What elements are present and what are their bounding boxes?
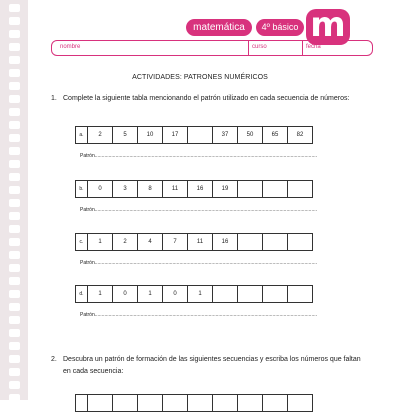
spiral-hole xyxy=(9,160,20,168)
sequence-blank-cell[interactable] xyxy=(238,286,263,303)
pattern-answer-line[interactable] xyxy=(80,207,320,213)
spiral-hole xyxy=(9,95,20,103)
sequence-blank-cell[interactable] xyxy=(263,286,288,303)
sequence-letter: d. xyxy=(76,286,88,303)
spiral-hole xyxy=(9,43,20,51)
sequence-value-cell: 8 xyxy=(138,181,163,198)
spiral-hole xyxy=(9,147,20,155)
sequence-blank-cell[interactable] xyxy=(188,127,213,144)
question-2-text: Descubra un patrón de formación de las siguientes secuencias y escriba los números que faltan en cada secuencia: xyxy=(63,356,361,375)
field-divider xyxy=(248,41,249,55)
spiral-hole xyxy=(9,212,20,220)
sequence-value-cell: 4 xyxy=(138,234,163,251)
sequence-value-cell: 17 xyxy=(163,127,188,144)
spiral-hole xyxy=(9,355,20,363)
question-2-number: 2. xyxy=(51,356,57,363)
sequence-value-cell: 11 xyxy=(163,181,188,198)
spiral-hole xyxy=(9,186,20,194)
spiral-hole xyxy=(9,30,20,38)
spiral-hole xyxy=(9,238,20,246)
spiral-hole xyxy=(9,394,20,402)
grade-badge: 4º básico xyxy=(256,19,304,36)
spiral-hole xyxy=(9,108,20,116)
sequence-blank-cell[interactable] xyxy=(288,181,313,198)
sequence-value-cell: 2 xyxy=(113,234,138,251)
sequence-blank-cell[interactable] xyxy=(238,234,263,251)
sequence-value-cell: 1 xyxy=(188,286,213,303)
dotted-answer-line: ................................................................................................................................................................ xyxy=(94,260,317,266)
dotted-answer-line: ................................................................................................................................................................ xyxy=(94,153,317,159)
date-field-label: fecha xyxy=(306,44,321,50)
sequence-value-cell: 16 xyxy=(213,234,238,251)
pattern-answer-line[interactable] xyxy=(80,153,320,159)
sequence-blank-cell[interactable] xyxy=(213,286,238,303)
sequence-value-cell: 50 xyxy=(238,127,263,144)
worksheet-title: ACTIVIDADES: PATRONES NUMÉRICOS xyxy=(132,74,268,81)
sequence-value-cell: 16 xyxy=(188,181,213,198)
spiral-hole xyxy=(9,121,20,129)
spiral-hole xyxy=(9,17,20,25)
spiral-hole xyxy=(9,342,20,350)
notebook-spiral-margin xyxy=(0,0,28,400)
sequence-table-partial xyxy=(75,394,313,412)
spiral-hole xyxy=(9,134,20,142)
pattern-label: Patrón xyxy=(80,260,95,266)
spiral-hole xyxy=(9,251,20,259)
spiral-hole xyxy=(9,173,20,181)
sequence-value-cell: 11 xyxy=(188,234,213,251)
sequence-value-cell: 10 xyxy=(138,127,163,144)
spiral-hole xyxy=(9,56,20,64)
name-field-label: nombre xyxy=(60,44,81,50)
sequence-letter: b. xyxy=(76,181,88,198)
sequence-value-cell: 1 xyxy=(138,286,163,303)
spiral-hole xyxy=(9,316,20,324)
dotted-answer-line: ................................................................................................................................................................ xyxy=(94,207,317,213)
sequence-value-cell: 0 xyxy=(113,286,138,303)
spiral-hole xyxy=(9,277,20,285)
spiral-hole xyxy=(9,199,20,207)
pattern-label: Patrón xyxy=(80,207,95,213)
sequence-letter: a. xyxy=(76,127,88,144)
sequence-value-cell: 65 xyxy=(263,127,288,144)
sequence-value-cell: 2 xyxy=(88,127,113,144)
sequence-value-cell: 1 xyxy=(88,286,113,303)
sequence-table xyxy=(75,180,313,198)
spiral-hole xyxy=(9,225,20,233)
sequence-letter: c. xyxy=(76,234,88,251)
sequence-blank-cell[interactable] xyxy=(263,234,288,251)
sequence-value-cell: 3 xyxy=(113,181,138,198)
pattern-answer-line[interactable] xyxy=(80,312,320,318)
sequence-value-cell: 0 xyxy=(163,286,188,303)
sequence-value-cell: 37 xyxy=(213,127,238,144)
sequence-blank-cell[interactable] xyxy=(288,286,313,303)
spiral-hole xyxy=(9,303,20,311)
sequence-table xyxy=(75,233,313,251)
sequence-value-cell: 82 xyxy=(288,127,313,144)
brand-logo: m xyxy=(306,9,350,45)
field-divider xyxy=(302,41,303,55)
sequence-value-cell: 7 xyxy=(163,234,188,251)
spiral-hole xyxy=(9,329,20,337)
sequence-value-cell: 19 xyxy=(213,181,238,198)
pattern-answer-line[interactable] xyxy=(80,260,320,266)
pattern-label: Patrón xyxy=(80,153,95,159)
sequence-blank-cell[interactable] xyxy=(238,181,263,198)
subject-badge: matemática xyxy=(186,19,252,36)
course-field-label: curso xyxy=(252,44,267,50)
sequence-table xyxy=(75,126,313,144)
sequence-blank-cell[interactable] xyxy=(263,181,288,198)
spiral-hole xyxy=(9,4,20,12)
sequence-blank-cell[interactable] xyxy=(288,234,313,251)
dotted-answer-line: ................................................................................................................................................................ xyxy=(94,312,317,318)
sequence-table xyxy=(75,285,313,303)
spiral-hole xyxy=(9,290,20,298)
spiral-hole xyxy=(9,264,20,272)
spiral-hole xyxy=(9,368,20,376)
sequence-value-cell: 1 xyxy=(88,234,113,251)
sequence-value-cell: 5 xyxy=(113,127,138,144)
pattern-label: Patrón xyxy=(80,312,95,318)
spiral-hole xyxy=(9,381,20,389)
question-1-number: 1. xyxy=(51,95,57,102)
student-info-bar xyxy=(51,40,373,56)
question-1-text: Complete la siguiente tabla mencionando el patrón utilizado en cada secuencia de números: xyxy=(63,95,350,102)
spiral-hole xyxy=(9,82,20,90)
sequence-value-cell: 0 xyxy=(88,181,113,198)
